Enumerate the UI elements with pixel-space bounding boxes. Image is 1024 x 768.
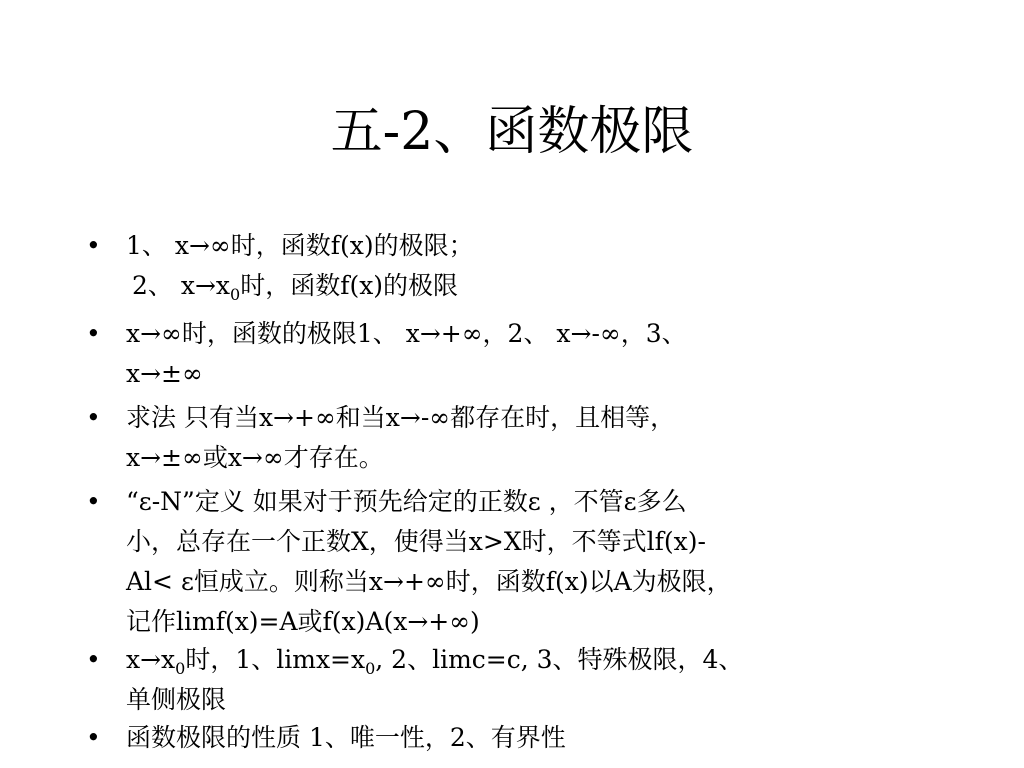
bullet-icon: • bbox=[86, 723, 101, 752]
text-line: Al< ε恒成立。则称当x→+∞时，函数f(x)以A为极限， bbox=[126, 567, 732, 596]
slide-title: 五-2、函数极限 bbox=[330, 102, 694, 162]
text-line: 函数极限的性质 1、唯一性，2、有界性 bbox=[126, 723, 566, 752]
text-line: 求法 只有当x→+∞和当x→-∞都存在时，且相等， bbox=[126, 403, 676, 432]
bullet-icon: • bbox=[86, 319, 101, 348]
bullet-text bbox=[126, 482, 946, 642]
text-line: 1、 x→∞时，函数f(x)的极限； bbox=[126, 231, 474, 260]
bullet-icon: • bbox=[86, 403, 101, 432]
text-line: 单侧极限 bbox=[126, 685, 227, 714]
subscript: 0 bbox=[230, 285, 241, 304]
text-line: 小，总存在一个正数X，使得当x>X时，不等式lf(x)- bbox=[126, 527, 706, 556]
bullet-text bbox=[126, 398, 946, 478]
text-line: 2、 $x\to x_0$时，函数f(x)的极限 bbox=[132, 271, 459, 304]
text-line: “ε-N”定义 如果对于预先给定的正数ε ，不管ε多么 bbox=[126, 487, 687, 516]
text-line: 记作limf(x)=A或f(x)A(x→+∞) bbox=[126, 607, 480, 636]
bullet-icon: • bbox=[86, 231, 101, 260]
bullet-text bbox=[126, 314, 946, 394]
subscript: 0 bbox=[365, 659, 376, 678]
bullet-text bbox=[126, 226, 946, 306]
text-line: x→∞时，函数的极限1、 x→+∞，2、 x→-∞，3、 bbox=[126, 319, 687, 348]
bullet-icon: • bbox=[86, 645, 101, 674]
text-line: $x\to x_0$时，1、$\lim x=x_0$, 2、limc=c, 3、特殊极限，4、 bbox=[126, 645, 744, 678]
text-line: x→±∞ bbox=[126, 359, 203, 388]
text-line: x→±∞或x→∞才存在。 bbox=[126, 443, 384, 472]
bullet-icon: • bbox=[86, 487, 101, 516]
bullet-text bbox=[126, 640, 946, 720]
bullet-text bbox=[126, 718, 946, 758]
subscript: 0 bbox=[175, 659, 186, 678]
